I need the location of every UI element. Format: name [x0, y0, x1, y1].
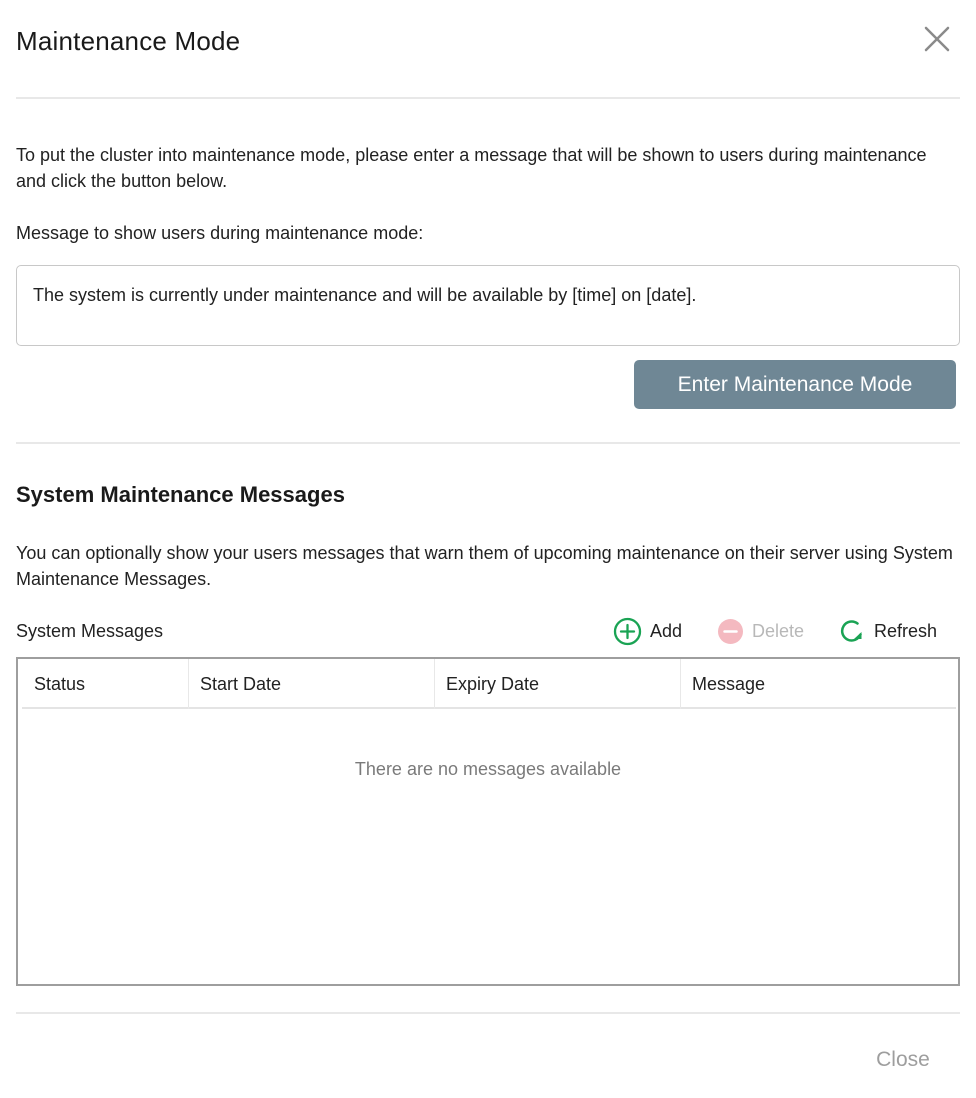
minus-circle-icon: [717, 618, 744, 645]
add-button[interactable]: [613, 616, 682, 646]
footer-divider: [16, 1012, 960, 1014]
system-messages-description: You can optionally show your users messages that warn them of upcoming maintenance on their server using System Maintenance Messages.: [16, 543, 953, 589]
maintenance-intro-text: To put the cluster into maintenance mode, please enter a message that will be shown to users during maintenance and click the button below.: [16, 145, 927, 191]
column-header-status[interactable]: Status: [34, 673, 86, 694]
empty-table-message: There are no messages available: [354, 759, 622, 779]
message-field-label: Message to show users during maintenance mode:: [16, 223, 424, 243]
delete-button-label: Delete: [752, 620, 805, 641]
enter-maintenance-mode-button[interactable]: Enter Maintenance Mode: [634, 360, 956, 409]
header-divider: [16, 97, 960, 99]
dialog-header: [0, 0, 976, 100]
column-header-expiry-date[interactable]: Expiry Date: [446, 673, 540, 694]
refresh-button-label: Refresh: [874, 620, 938, 641]
close-icon[interactable]: [922, 24, 952, 54]
table-header: [22, 659, 956, 709]
plus-circle-icon: [613, 617, 642, 646]
section-divider: [16, 442, 960, 444]
column-header-start-date[interactable]: Start Date: [200, 673, 282, 694]
system-maintenance-messages-title: System Maintenance Messages: [16, 482, 345, 507]
close-button[interactable]: Close: [858, 1040, 948, 1080]
add-button-label: Add: [650, 620, 683, 641]
system-messages-table: [16, 657, 960, 986]
delete-button[interactable]: [717, 616, 804, 646]
system-messages-label: System Messages: [16, 621, 164, 641]
refresh-button[interactable]: [838, 616, 937, 646]
dialog-title: Maintenance Mode: [16, 26, 241, 56]
maintenance-message-input[interactable]: [16, 265, 960, 346]
column-header-message[interactable]: Message: [692, 673, 766, 694]
refresh-icon: [838, 617, 866, 645]
